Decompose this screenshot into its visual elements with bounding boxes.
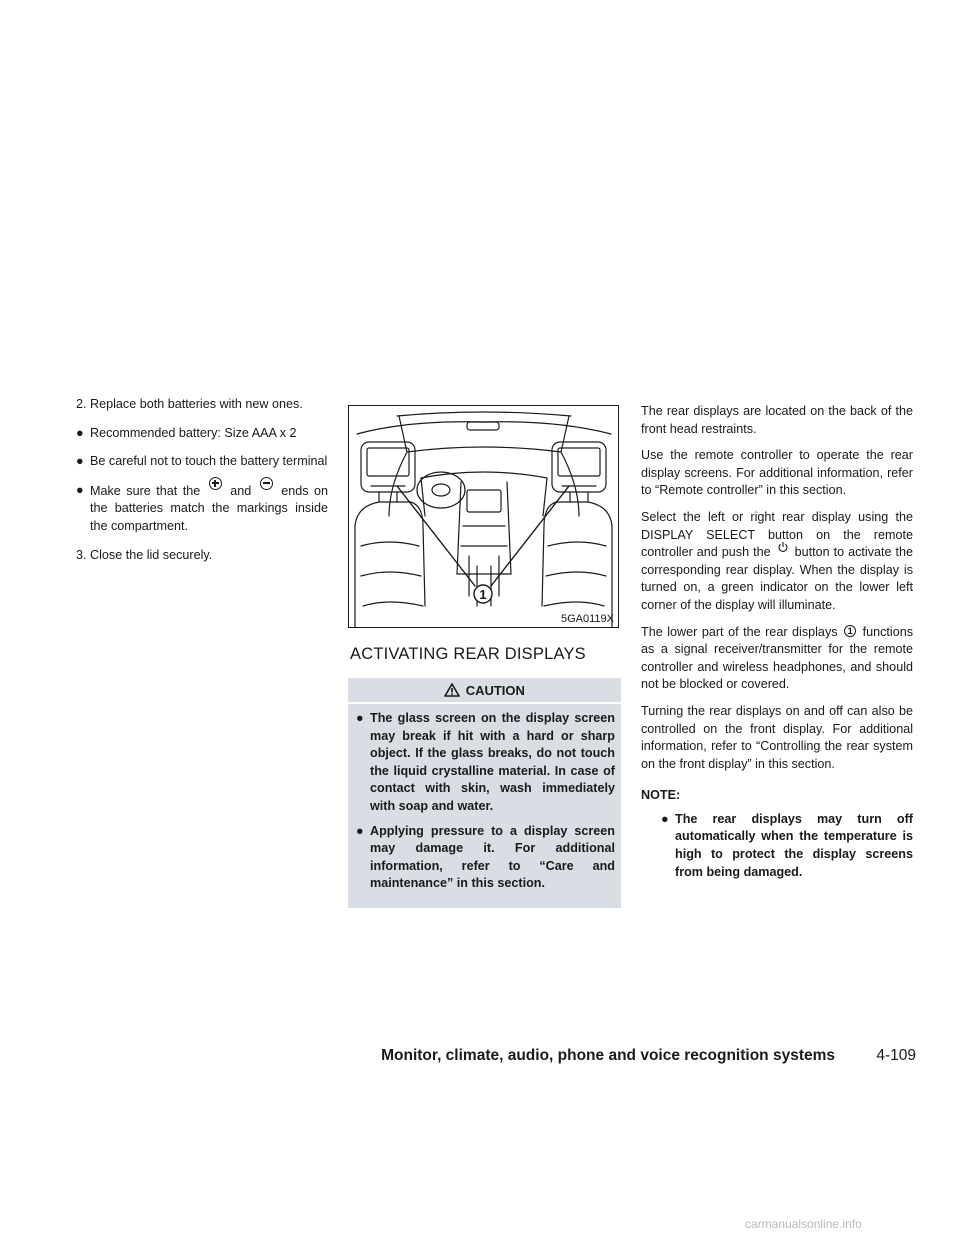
paragraph-remote: Use the remote controller to operate the rear display screens. For additional information, refer to “Remote controller” in this section. <box>641 448 913 498</box>
rear-displays-illustration <box>348 405 619 628</box>
page-footer <box>381 1046 916 1070</box>
bullet-glyph: ● <box>76 425 84 440</box>
caution-item-glass <box>348 710 621 816</box>
bullet-text-2: and <box>230 483 252 498</box>
car-interior-drawing <box>349 406 618 627</box>
caution-title: CAUTION <box>465 683 525 698</box>
bullet-recommended-battery <box>76 425 328 443</box>
right-column <box>641 403 913 881</box>
footer-section-title: Monitor, climate, audio, phone and voice recognition systems <box>381 1047 835 1064</box>
paragraph-select-text-1: Select the left or right rear display using the DISPLAY SELECT button on the remote controller and push the <box>641 509 913 560</box>
note-item <box>641 811 913 881</box>
paragraph-receiver-text-1: The lower part of the rear displays <box>641 624 838 639</box>
figure-code: 5GA0119X <box>560 613 614 625</box>
paragraph-front-display: Turning the rear displays on and off can also be controlled on the front display. For additional information, refer to “Controlling the rear system on the front display” in this section. <box>641 703 913 771</box>
middle-column <box>348 405 621 908</box>
step-2: 2. Replace both batteries with new ones. <box>76 397 303 411</box>
bullet-glyph: ● <box>76 482 84 497</box>
bullet-text: Be careful not to touch the battery terminal <box>90 454 328 469</box>
section-title: ACTIVATING REAR DISPLAYS <box>350 645 586 663</box>
left-column <box>76 396 328 575</box>
page-number: 4-109 <box>876 1047 916 1064</box>
callout-number: 1 <box>479 587 487 602</box>
bullet-text-1: Make sure that the <box>90 483 201 498</box>
caution-item-text: Applying pressure to a display screen may damage it. For additional information, refer to “Care and maintenance” in this section. <box>370 823 615 891</box>
bullet-glyph: ● <box>356 823 364 838</box>
callout-number-inline: 1 <box>844 625 856 637</box>
bullet-polarity <box>76 482 328 536</box>
paragraph-receiver-text-2: functions as a signal receiver/transmitter for the remote controller and wireless headphones, and should not be blocked or covered. <box>641 624 914 692</box>
caution-box <box>348 678 621 908</box>
paragraph-location: The rear displays are located on the back of the front head restraints. <box>641 404 913 436</box>
note-title: NOTE: <box>641 788 681 803</box>
power-icon <box>777 541 789 553</box>
warning-icon <box>444 683 460 697</box>
note-item-text: The rear displays may turn off automatically when the temperature is high to protect the display screens from being damaged. <box>675 811 913 879</box>
minus-icon <box>260 477 273 490</box>
bullet-text: Recommended battery: Size AAA x 2 <box>90 425 297 440</box>
bullet-glyph: ● <box>76 454 84 469</box>
caution-item-text: The glass screen on the display screen may break if hit with a hard or sharp object. If the glass breaks, do not touch the liquid crystalline material. In case of contact with skin, wash immediately with soap and water. <box>370 711 615 813</box>
bullet-glyph: ● <box>661 811 669 826</box>
step-3: 3. Close the lid securely. <box>76 547 213 562</box>
caution-header <box>348 678 621 704</box>
bullet-text-3: ends on the batteries match the markings inside the compartment. <box>90 483 328 533</box>
watermark: carmanualsonline.info <box>745 1217 862 1231</box>
paragraph-select <box>641 509 913 615</box>
bullet-battery-terminal <box>76 453 328 471</box>
paragraph-select-text-2: button to activate the corresponding rear display. When the display is turned on, a green indicator on the lower left corner of the display will illuminate. <box>641 545 914 612</box>
paragraph-receiver <box>641 624 913 694</box>
plus-icon <box>209 477 222 490</box>
caution-item-pressure <box>348 823 621 893</box>
bullet-glyph: ● <box>356 711 364 725</box>
